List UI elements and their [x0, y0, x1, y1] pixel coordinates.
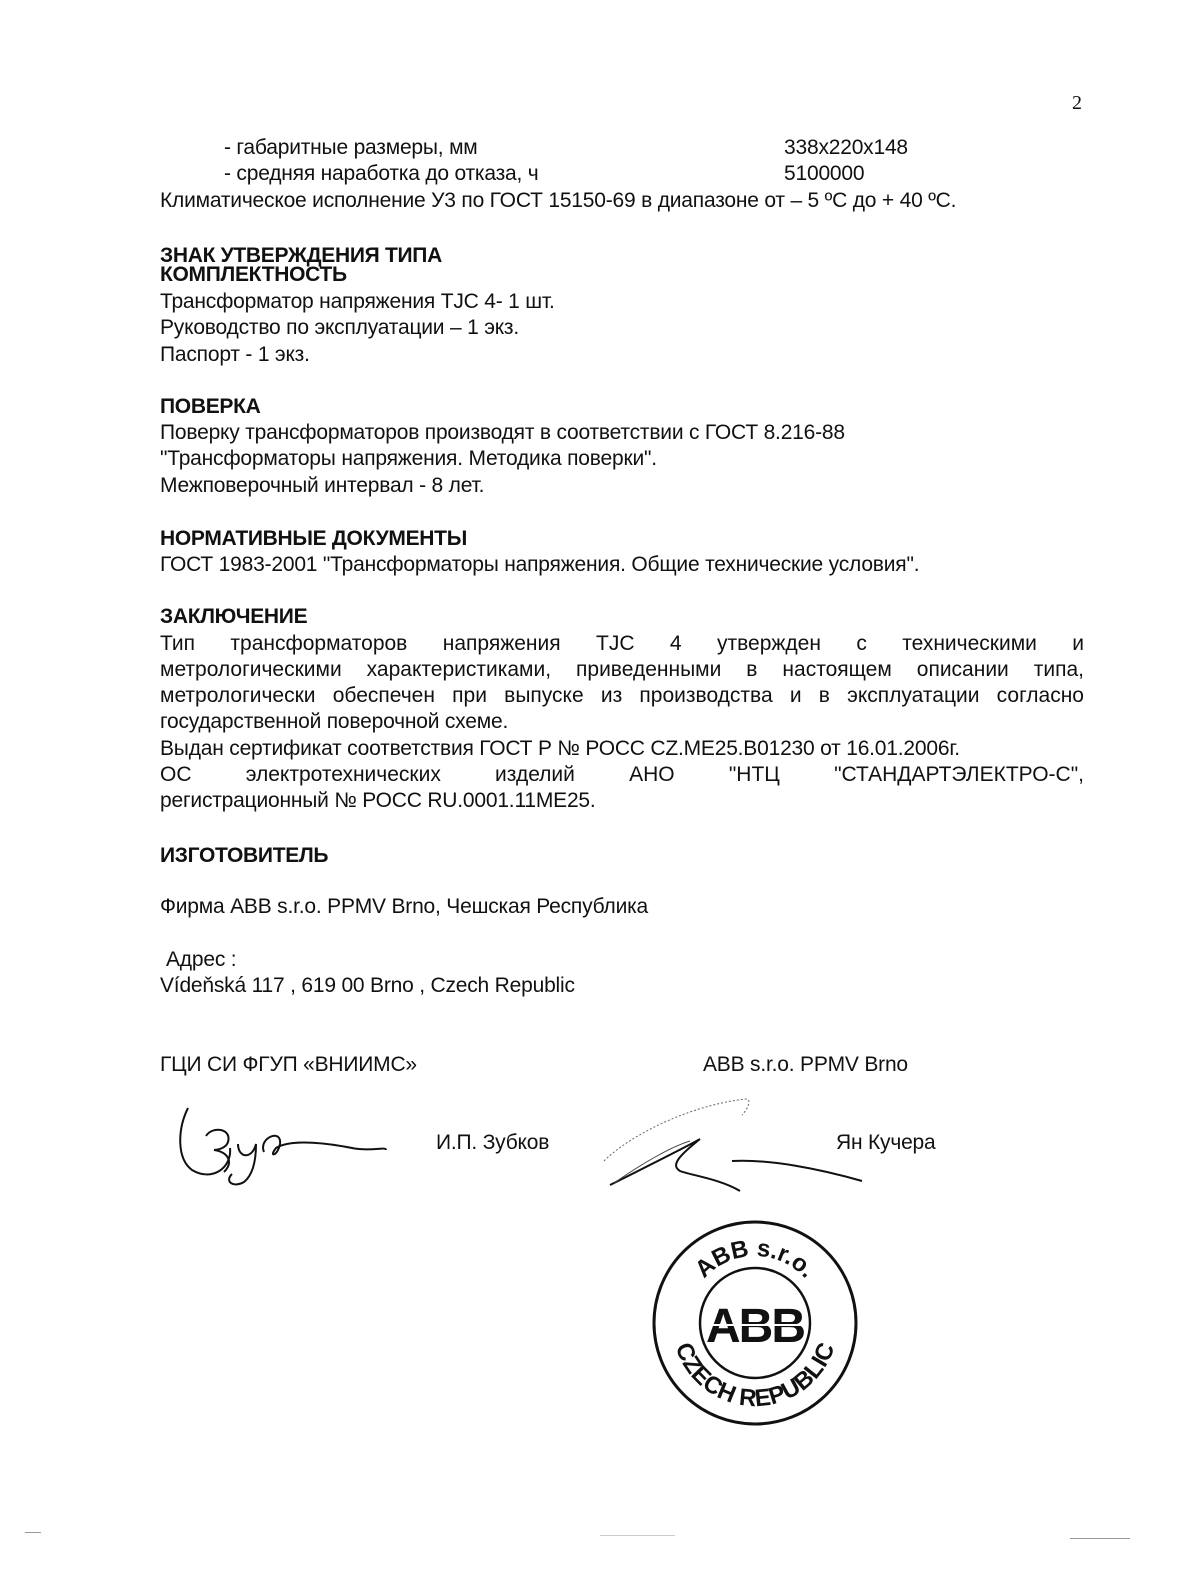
completeness-line: Паспорт - 1 экз. [160, 343, 310, 366]
completeness-line: Трансформатор напряжения TJC 4- 1 шт. [160, 290, 555, 313]
verification-line: Поверку трансформаторов производят в соответствии с ГОСТ 8.216-88 [160, 421, 845, 444]
conclusion-line: Тип трансформаторов напряжения TJC 4 утвержден с техническими и [160, 632, 1084, 655]
scan-artifact [25, 1532, 41, 1533]
conclusion-line: государственной поверочной схеме. [160, 710, 509, 733]
signature-right-icon [600, 1095, 870, 1195]
heading-conclusion: ЗАКЛЮЧЕНИЕ [160, 605, 308, 628]
completeness-line: Руководство по эксплуатации – 1 экз. [160, 316, 519, 339]
signatory-left-name: И.П. Зубков [436, 1131, 550, 1154]
heading-verification: ПОВЕРКА [160, 395, 261, 418]
conclusion-line: регистрационный № РОСС RU.0001.11ME25. [160, 789, 596, 812]
scan-artifact [1070, 1538, 1130, 1539]
heading-completeness: КОМПЛЕКТНОСТЬ [160, 263, 347, 286]
heading-type-mark: ЗНАК УТВЕРЖДЕНИЯ ТИПА [160, 244, 442, 267]
spec-row-mtbf-label: - средняя наработка до отказа, ч [224, 162, 539, 185]
normative-line: ГОСТ 1983-2001 "Трансформаторы напряжения. Общие технические условия". [160, 553, 920, 576]
svg-text:ABB s.r.o.: ABB s.r.o. [689, 1234, 821, 1284]
scan-artifact [600, 1535, 675, 1536]
company-stamp-icon [650, 1218, 860, 1428]
svg-text:ABB: ABB [706, 1300, 804, 1353]
conclusion-line: метрологическими характеристиками, приведенными в настоящем описании типа, [160, 658, 1084, 681]
climate-line: Климатическое исполнение У3 по ГОСТ 15150-69 в диапазоне от – 5 ºС до + 40 ºС. [160, 189, 957, 212]
verification-line: "Трансформаторы напряжения. Методика поверки". [160, 447, 657, 470]
page-number: 2 [1072, 92, 1082, 114]
conclusion-line: Выдан сертификат соответствия ГОСТ Р № РОСС CZ.ME25.B01230 от 16.01.2006г. [160, 737, 960, 760]
manufacturer-address: Vídeňská 117 , 619 00 Brno , Czech Republic [160, 974, 575, 997]
heading-normative-documents: НОРМАТИВНЫЕ ДОКУМЕНТЫ [160, 527, 467, 550]
manufacturer-address-label: Адрес : [166, 948, 237, 971]
signature-left-icon [172, 1098, 402, 1188]
signatory-right-name: Ян Кучера [836, 1131, 936, 1154]
manufacturer-company: Фирма ABB s.r.o. PPMV Brno, Чешская Республика [160, 895, 649, 918]
conclusion-line: метрологически обеспечен при выпуске из производства и в эксплуатации согласно [160, 684, 1084, 707]
svg-text:CZECH REPUBLIC: CZECH REPUBLIC [669, 1338, 841, 1413]
signatory-right-org: ABB s.r.o. PPMV Brno [703, 1053, 908, 1076]
spec-row-mtbf-value: 5100000 [784, 162, 865, 185]
verification-line: Межповерочный интервал - 8 лет. [160, 474, 485, 497]
heading-manufacturer: ИЗГОТОВИТЕЛЬ [160, 844, 329, 867]
spec-row-dimensions-label: - габаритные размеры, мм [224, 136, 478, 159]
conclusion-line: ОС электротехнических изделий АНО "НТЦ "СТАНДАРТЭЛЕКТРО-С", [160, 763, 1084, 786]
spec-row-dimensions-value: 338x220x148 [784, 136, 908, 159]
signatory-left-org: ГЦИ СИ ФГУП «ВНИИМС» [160, 1053, 417, 1076]
